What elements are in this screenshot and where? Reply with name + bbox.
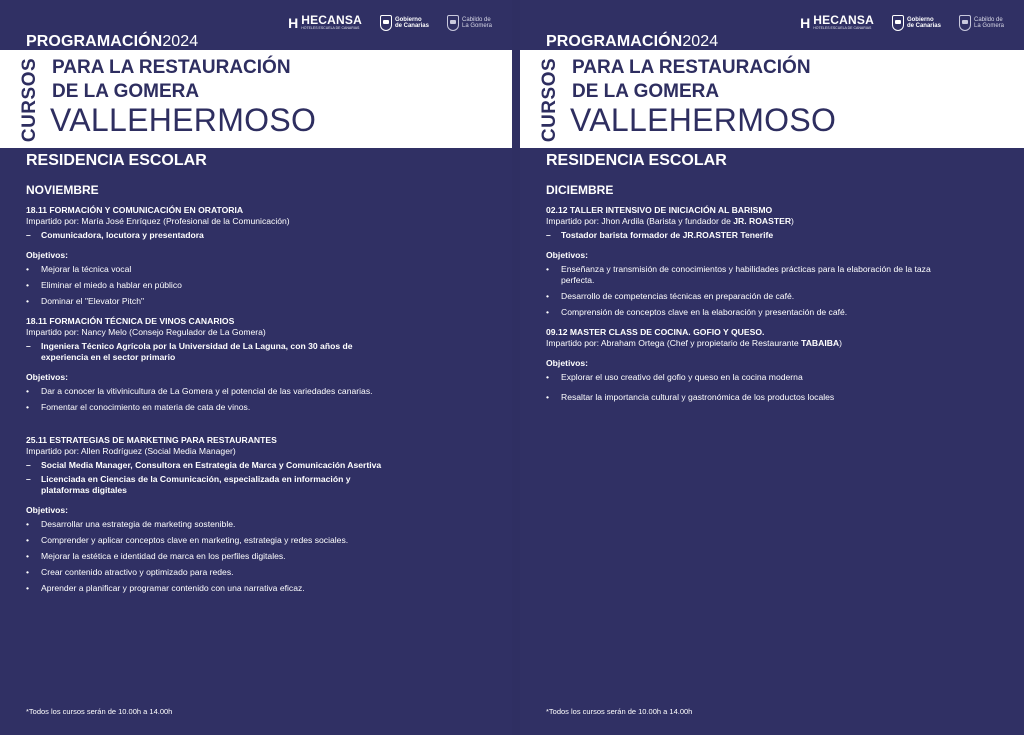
hecansa-mark: H	[288, 14, 298, 31]
cabildo-seal-icon	[447, 15, 459, 31]
objective-item: • Comprender y aplicar conceptos clave en marketing, estrategia y redes sociales.	[26, 535, 349, 545]
header-line1: PARA LA RESTAURACIÓN	[52, 57, 291, 78]
course-list	[546, 205, 964, 412]
objectives-list	[26, 264, 392, 307]
credential-item: – Social Media Manager, Consultora en Estrategia de Marca y Comunicación Asertiva	[26, 460, 382, 470]
objective-item: • Comprensión de conceptos clave en la elaboración y presentación de café.	[546, 307, 848, 317]
header-line2: DE LA GOMERA	[52, 81, 200, 102]
course-instructor: Impartido por: Abraham Ortega (Chef y propietario de Restaurante TABAIBA)	[546, 338, 842, 348]
gobierno-line2: de Canarias	[906, 22, 941, 29]
objective-item: • Enseñanza y transmisión de conocimientos y habilidades prácticas para la elaboración de la taza perfecta.	[546, 264, 931, 285]
credential-item: – Ingeniera Técnico Agrícola por la Universidad de La Laguna, con 30 años de experiencia en el sector primario	[26, 341, 353, 362]
hecansa-logo	[288, 14, 362, 31]
course-title: 18.11 FORMACIÓN Y COMUNICACIÓN EN ORATORIA	[26, 205, 244, 215]
objectives-list	[26, 519, 392, 594]
objective-item: • Fomentar el conocimiento en materia de cata de vinos.	[26, 402, 251, 412]
month-title: DICIEMBRE	[546, 183, 614, 197]
programacion-word: PROGRAMACIÓN	[26, 33, 163, 50]
programacion-year: 2024	[162, 33, 199, 50]
objective-item: • Mejorar la técnica vocal	[26, 264, 132, 274]
cursos-vertical	[19, 57, 41, 143]
logos	[800, 14, 1004, 31]
objective-item: • Aprender a planificar y programar contenido con una narrativa eficaz.	[26, 583, 305, 593]
cabildo-line1: Cabildo de	[461, 16, 491, 23]
cabildo-logo	[959, 15, 1004, 31]
cabildo-logo	[447, 15, 492, 31]
programacion-title	[546, 33, 718, 51]
course-oratoria	[26, 205, 392, 307]
hecansa-sub: HOTELES ESCUELA DE CANARIAS	[301, 26, 360, 30]
programacion-word: PROGRAMACIÓN	[546, 33, 683, 50]
hecansa-name: HECANSA	[813, 13, 874, 27]
header-line1: PARA LA RESTAURACIÓN	[572, 57, 811, 78]
gobierno-line1: Gobierno	[394, 16, 422, 23]
cabildo-line2: La Gomera	[973, 22, 1004, 29]
month-title: NOVIEMBRE	[26, 183, 99, 197]
objectives-label: Objetivos:	[26, 372, 69, 382]
course-instructor: Impartido por: Jhon Ardila (Barista y fundador de JR. ROASTER)	[546, 216, 794, 226]
course-vinos	[26, 316, 392, 413]
page-diciembre	[520, 0, 1024, 735]
objectives-label: Objetivos:	[546, 358, 589, 368]
course-instructor: Impartido por: Nancy Melo (Consejo Regulador de La Gomera)	[26, 327, 266, 337]
objective-item: • Desarrollo de competencias técnicas en preparación de café.	[546, 291, 795, 301]
venue-title: RESIDENCIA ESCOLAR	[26, 152, 207, 169]
cursos-vertical	[539, 57, 561, 143]
course-instructor: Impartido por: María José Enríquez (Profesional de la Comunicación)	[26, 216, 290, 226]
objective-item: • Explorar el uso creativo del gofio y queso en la cocina moderna	[546, 372, 803, 382]
header-line2: DE LA GOMERA	[572, 81, 720, 102]
gobierno-line1: Gobierno	[906, 16, 934, 23]
objective-item: • Dar a conocer la vitivinicultura de La Gomera y el potencial de las variedades canarias.	[26, 386, 373, 396]
gobierno-seal-icon	[892, 15, 904, 31]
cursos-label: CURSOS	[19, 57, 40, 143]
objectives-label: Objetivos:	[26, 505, 69, 515]
cabildo-seal-icon	[959, 15, 971, 31]
course-title: 09.12 MASTER CLASS DE COCINA. GOFIO Y QUESO.	[546, 327, 765, 337]
cabildo-line2: La Gomera	[461, 22, 492, 29]
cabildo-line1: Cabildo de	[973, 16, 1003, 23]
credential-item: – Licenciada en Ciencias de la Comunicación, especializada en información y plataformas digitales	[26, 474, 351, 495]
objectives-label: Objetivos:	[546, 250, 589, 260]
course-title: 02.12 TALLER INTENSIVO DE INICIACIÓN AL BARISMO	[546, 205, 773, 215]
header-band	[0, 50, 512, 148]
cursos-label: CURSOS	[539, 57, 560, 143]
objective-item: • Dominar el "Elevator Pitch"	[26, 296, 145, 306]
objectives-list	[26, 386, 392, 413]
header-band	[520, 50, 1024, 148]
objectives-label: Objetivos:	[26, 250, 69, 260]
venue-title: RESIDENCIA ESCOLAR	[546, 152, 727, 169]
gobierno-line2: de Canarias	[394, 22, 429, 29]
hecansa-mark: H	[800, 14, 810, 31]
objective-item: • Resaltar la importancia cultural y gastronómica de los productos locales	[546, 392, 835, 402]
credential-item: – Tostador barista formador de JR.ROASTER Tenerife	[546, 230, 774, 240]
logos	[288, 14, 492, 31]
course-title: 25.11 ESTRATEGIAS DE MARKETING PARA RESTAURANTES	[26, 435, 277, 445]
gobierno-seal-icon	[380, 15, 392, 31]
credential-item: – Comunicadora, locutora y presentadora	[26, 230, 204, 240]
objective-item: • Eliminar el miedo a hablar en público	[26, 280, 182, 290]
footnote: *Todos los cursos serán de 10.00h a 14.00h	[26, 707, 173, 716]
hecansa-sub: HOTELES ESCUELA DE CANARIAS	[813, 26, 872, 30]
footnote: *Todos los cursos serán de 10.00h a 14.00h	[546, 707, 693, 716]
objective-item: • Mejorar la estética e identidad de marca en los perfiles digitales.	[26, 551, 286, 561]
programacion-title	[26, 33, 198, 51]
hecansa-logo	[800, 14, 874, 31]
header-location: VALLEHERMOSO	[50, 102, 317, 138]
course-gofio-queso	[546, 327, 964, 403]
objective-item: • Crear contenido atractivo y optimizado para redes.	[26, 567, 234, 577]
hecansa-name: HECANSA	[301, 13, 362, 27]
course-instructor: Impartido por: Allen Rodríguez (Social Media Manager)	[26, 446, 236, 456]
header-location: VALLEHERMOSO	[570, 102, 837, 138]
course-marketing	[26, 435, 392, 594]
course-list	[26, 205, 392, 603]
objective-item: • Desarrollar una estrategia de marketing sostenible.	[26, 519, 236, 529]
course-barismo	[546, 205, 964, 318]
course-title: 18.11 FORMACIÓN TÉCNICA DE VINOS CANARIOS	[26, 316, 235, 326]
gobierno-logo	[380, 15, 429, 31]
gobierno-logo	[892, 15, 941, 31]
objectives-list	[546, 372, 964, 403]
objectives-list	[546, 264, 964, 318]
programacion-year: 2024	[682, 33, 719, 50]
